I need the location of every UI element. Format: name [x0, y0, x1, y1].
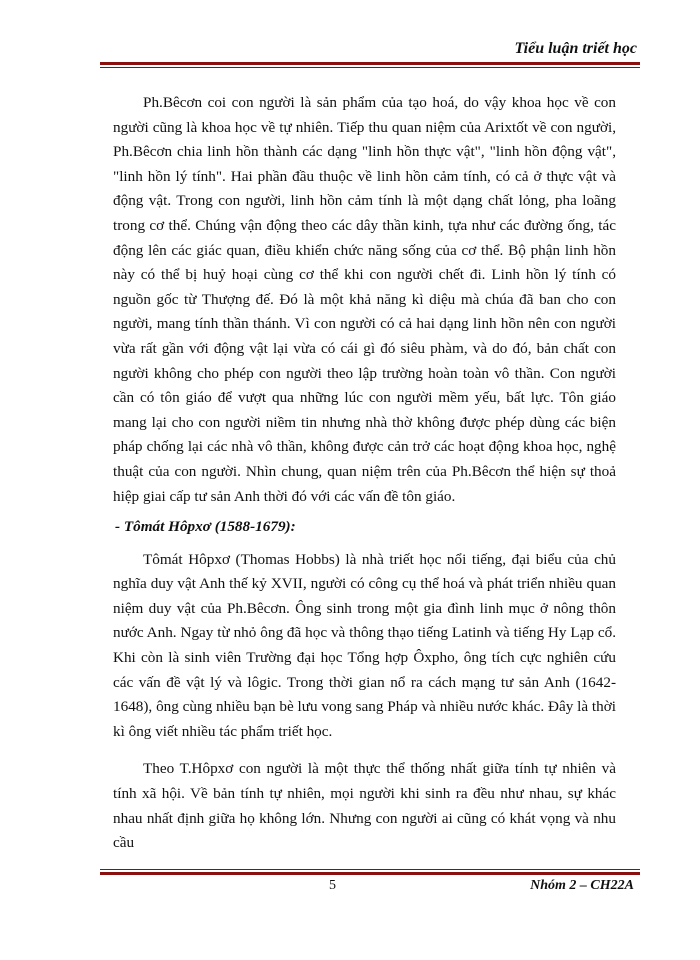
section-heading-hobbes: - Tômát Hôpxơ (1588-1679): [115, 518, 296, 536]
paragraph-hobbes-bio: Tômát Hôpxơ (Thomas Hobbs) là nhà triết học nổi tiếng, đại biểu của chủ nghĩa duy vật Anh thế kỷ XVII, người có công cụ thể hoá và phát triển nhiều quan niệm duy vật của Ph.Bêcơn. Ông sinh trong một gia đình linh mục ở nông thôn nước Anh. Ngay từ nhỏ ông đã học và thông thạo tiếng Latinh và tiếng Hy Lạp cổ. Khi còn là sinh viên Trường đại học Tổng hợp Ôxpho, ông tích cực nghiên cứu các vấn đề vật lý và lôgic. Trong thời gian nổ ra cách mạng tư sản Anh (1642-1648), ông cùng nhiều bạn bè lưu vong sang Pháp và nhiều nước khác. Đây là thời kì ông viết nhiều tác phẩm triết học. [113, 550, 616, 740]
paragraph-becon: Ph.Bêcơn coi con người là sản phẩm của tạo hoá, do vậy khoa học về con người cũng là khoa học về tự nhiên. Tiếp thu quan niệm của Arixtốt về con người, Ph.Bêcơn chia linh hồn thành các dạng "linh hồn thực vật", "linh hồn động vật", "linh hồn lý tính". Hai phần đầu thuộc về linh hồn cảm tính, có cả ở thực vật và động vật. Trong con người, linh hồn cảm tính là một dạng chất lỏng, pha loãng trong cơ thể. Chúng vận động theo các dây thần kinh, tựa như các đường ống, tác động lên các giác quan, điều khiển chức năng sống của cơ thể. Bộ phận linh hồn này có thể bị huỷ hoại cùng cơ thể khi con người chết đi. Linh hồn lý tính có nguồn gốc từ Thượng đế. Đó là một khả năng kì diệu mà chúa đã ban cho con người, mang tính thần thánh. Vì con người có cả hai dạng linh hồn nên con người vừa rất gần với động vật lại vừa có cái gì đó siêu phàm, và do đó, bản chất con người không cho phép con người theo lập trường hoàn toàn vô thần. Con người cần có tôn giáo để vượt qua những lúc con người mềm yếu, bất lực. Tôn giáo mang lại cho con người niềm tin nhưng nhà thờ không được phép dùng các biện pháp chống lại các nhà vô thần, không được cản trở các hoạt động khoa học, nghệ thuật của con người. Nhìn chung, quan niệm trên của Ph.Bêcơn thể hiện sự thoả hiệp giai cấp tư sản Anh thời đó với các vấn đề tôn giáo. [113, 94, 616, 505]
paragraph-hobbes-theory: Theo T.Hôpxơ con người là một thực thể thống nhất giữa tính tự nhiên và tính xã hội. Về bản tính tự nhiên, mọi người khi sinh ra đều như nhau, sự khác nhau nhất định giữa họ không lớn. Nhưng con người ai cũng có khát vọng và nhu cầu [113, 760, 616, 852]
document-body [113, 91, 616, 856]
header-rule-thick [100, 62, 640, 65]
footer-group-label: Nhóm 2 – CH22A [530, 878, 634, 893]
footer-rule-thick [100, 872, 640, 875]
page-header-title: Tiểu luận triết học [514, 40, 637, 57]
page-number: 5 [329, 878, 336, 893]
header-rule-thin [100, 67, 640, 68]
footer-rule-thin [100, 869, 640, 870]
